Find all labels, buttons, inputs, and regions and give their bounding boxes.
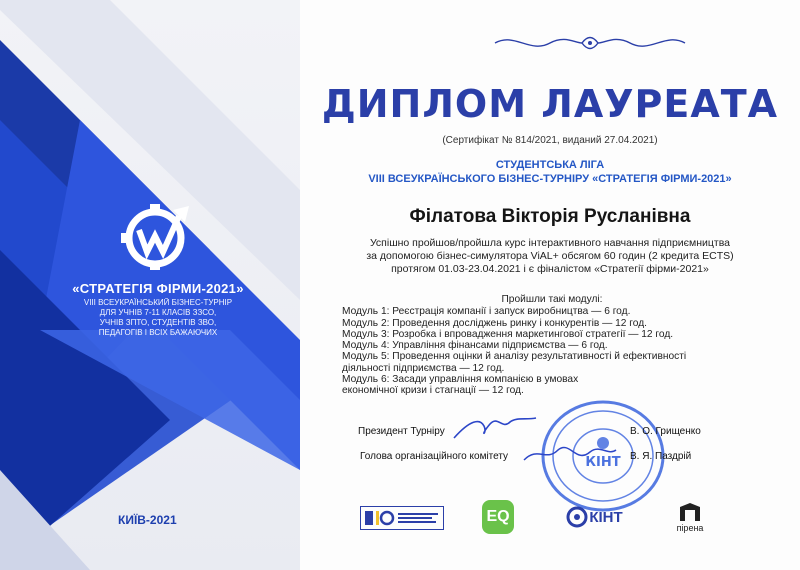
intro-line: за допомогою бізнес-симулятора ViAL+ обсягом 60 годин (2 кредита ECTS) bbox=[366, 250, 734, 262]
logo-title: «СТРАТЕГІЯ ФІРМИ-2021» bbox=[72, 281, 244, 296]
logo-sub-line: ПЕДАГОГІВ І ВСІХ БАЖАЮЧИХ bbox=[98, 328, 218, 337]
league-name: СТУДЕНТСЬКА ЛІГА bbox=[495, 159, 605, 171]
intro-line: протягом 01.03-23.04.2021 і є фіналістом «Стратегії фірми-2021» bbox=[391, 263, 709, 275]
kint-logo bbox=[552, 504, 636, 530]
league-block bbox=[300, 158, 800, 186]
module-item: Модуль 5: Проведення оцінки й аналізу результативності й ефективності bbox=[342, 351, 687, 363]
committee-label: Голова організаційного комітету bbox=[360, 451, 509, 462]
logo-sub-line: VIII ВСЕУКРАЇНСЬКИЙ БІЗНЕС-ТУРНІР bbox=[83, 298, 233, 307]
modules-heading: Пройшли такі модулі: bbox=[501, 294, 603, 305]
module-item: Модуль 2: Проведення досліджень ринку і конкурентів — 12 год. bbox=[342, 317, 647, 329]
modules-list bbox=[342, 294, 762, 397]
intro-text bbox=[320, 237, 780, 276]
kint-logo-text: КІНТ bbox=[589, 508, 623, 526]
committee-name: В. Я. Паздрій bbox=[630, 451, 692, 462]
intro-line: Успішно пройшов/пройшла курс інтерактивного навчання підприємництва bbox=[369, 237, 731, 249]
module-item: Модуль 1: Реєстрація компанії і запуск виробництва — 6 год. bbox=[342, 306, 631, 318]
city-year: КИЇВ-2021 bbox=[118, 513, 177, 527]
logo-sub-line: УЧНІВ ЗПТО, СТУДЕНТІВ ЗВО, bbox=[99, 318, 217, 327]
seal-text: КІНТ bbox=[585, 455, 621, 470]
tournament-logo bbox=[58, 200, 258, 338]
president-label: Президент Турніру bbox=[358, 426, 445, 437]
module-item: Модуль 4: Управління фінансами підприємства — 6 год. bbox=[342, 340, 608, 352]
committee-signature bbox=[520, 440, 620, 468]
strategy-logo-icon bbox=[117, 200, 199, 272]
kint-emblem-icon bbox=[565, 505, 589, 529]
eq-logo: EQ bbox=[482, 500, 514, 534]
pirena-logo bbox=[670, 498, 710, 536]
ministry-logo bbox=[360, 506, 444, 530]
certificate-number: (Сертифікат № 814/2021, виданий 27.04.2021) bbox=[442, 135, 658, 146]
left-decorative-panel bbox=[0, 0, 300, 570]
logo-subtitle bbox=[58, 298, 258, 338]
tournament-name: VIII ВСЕУКРАЇНСЬКОГО БІЗНЕС-ТУРНІРУ «СТРАТЕГІЯ ФІРМИ-2021» bbox=[368, 173, 732, 185]
diploma-content bbox=[300, 0, 800, 570]
logo-sub-line: ДЛЯ УЧНІВ 7-11 КЛАСІВ ЗЗСО, bbox=[99, 308, 217, 317]
module-item: Модуль 6: Засади управління компанією в умовах bbox=[342, 374, 579, 386]
pirena-logo-text: пірена bbox=[676, 523, 704, 533]
module-item: Модуль 3: Розробка і впровадження маркетингової стратегії — 12 год. bbox=[342, 328, 674, 340]
ornament-flourish bbox=[490, 32, 690, 54]
recipient-name: Філатова Вікторія Русланівна bbox=[409, 206, 691, 227]
diploma-title: ДИПЛОМ ЛАУРЕАТА bbox=[321, 82, 779, 126]
module-item: діяльності підприємства — 12 год. bbox=[342, 362, 505, 374]
president-name: В. О. Грищенко bbox=[630, 426, 701, 437]
ministry-emblem-icon bbox=[362, 508, 442, 528]
pirena-emblem-icon bbox=[677, 501, 703, 523]
module-item: економічної кризи і стагнації — 12 год. bbox=[342, 385, 524, 397]
partner-logos bbox=[360, 496, 720, 536]
